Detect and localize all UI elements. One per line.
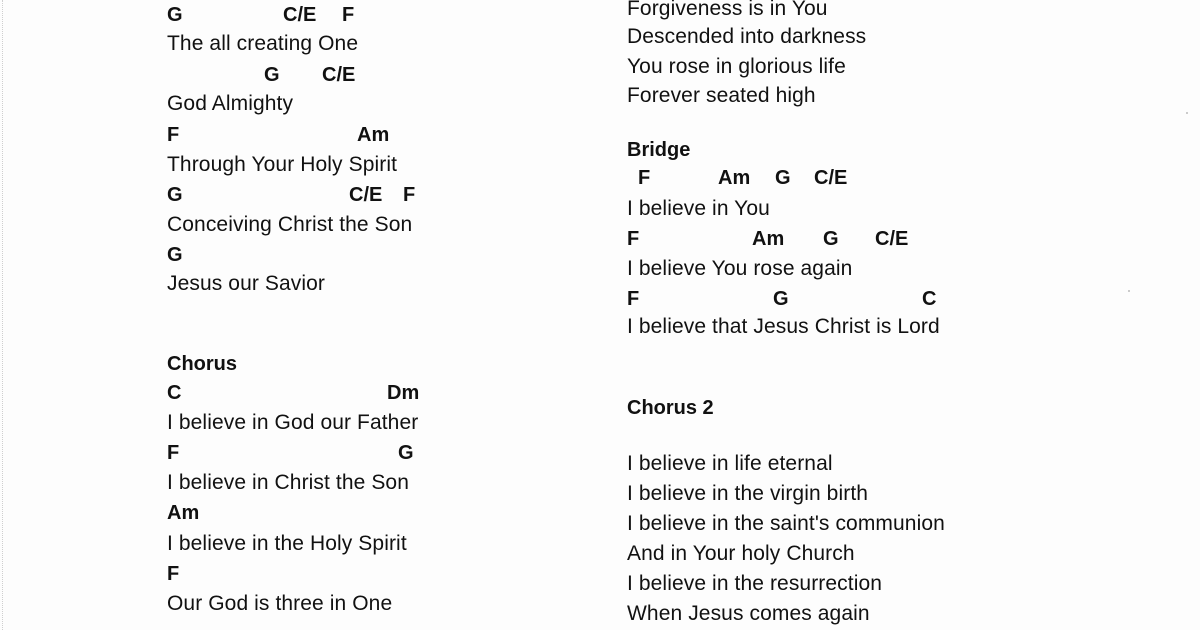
chord: C — [167, 382, 182, 404]
lyric-line: Forgiveness is in You — [627, 0, 828, 20]
lyric-line: I believe in God our Father — [167, 411, 419, 434]
lyric-line: Conceiving Christ the Son — [167, 213, 413, 236]
lyric-line: And in Your holy Church — [627, 542, 855, 565]
chord: C/E — [814, 167, 848, 189]
chord: F — [167, 563, 180, 585]
scan-speck — [1128, 290, 1130, 292]
lyric-line: I believe in You — [627, 197, 770, 220]
chord: C/E — [875, 228, 909, 250]
lyric-line: You rose in glorious life — [627, 55, 846, 78]
section-heading: Chorus 2 — [627, 397, 714, 419]
lyric-line: I believe You rose again — [627, 257, 853, 280]
lyric-line: When Jesus comes again — [627, 602, 870, 625]
scan-edge — [2, 0, 3, 630]
lyric-line: I believe in the saint's communion — [627, 512, 945, 535]
chord: Am — [752, 228, 785, 250]
section-heading: Bridge — [627, 139, 691, 161]
chord: Dm — [387, 382, 420, 404]
chord: Am — [167, 502, 200, 524]
chord: C/E — [349, 184, 383, 206]
chord: C/E — [322, 64, 356, 86]
lyric-line: I believe in the resurrection — [627, 572, 883, 595]
chord: G — [398, 442, 414, 464]
lyric-line: God Almighty — [167, 92, 294, 115]
lyric-line: I believe that Jesus Christ is Lord — [627, 315, 940, 338]
chord: Am — [718, 167, 751, 189]
chord: G — [167, 184, 183, 206]
lyric-line: Our God is three in One — [167, 592, 393, 615]
chord: C/E — [283, 4, 317, 26]
chord: G — [167, 244, 183, 266]
chord: F — [627, 288, 640, 310]
chord: F — [627, 228, 640, 250]
chord: Am — [357, 124, 390, 146]
lyric-line: Descended into darkness — [627, 25, 867, 48]
lyric-line: The all creating One — [167, 32, 359, 55]
chord: F — [167, 442, 180, 464]
chord: G — [823, 228, 839, 250]
lyric-line: Through Your Holy Spirit — [167, 153, 398, 176]
chord: G — [775, 167, 791, 189]
lyric-line: I believe in Christ the Son — [167, 471, 409, 494]
chord: G — [264, 64, 280, 86]
chord: F — [638, 167, 651, 189]
lyric-line: I believe in life eternal — [627, 452, 833, 475]
section-heading: Chorus — [167, 353, 237, 375]
lyric-line: Forever seated high — [627, 84, 816, 107]
chord: G — [773, 288, 789, 310]
chord: F — [167, 124, 180, 146]
lyric-line: Jesus our Savior — [167, 272, 326, 295]
lyric-line: I believe in the Holy Spirit — [167, 532, 407, 555]
chord: F — [403, 184, 416, 206]
chord: F — [342, 4, 355, 26]
chord: C — [922, 288, 937, 310]
lyric-line: I believe in the virgin birth — [627, 482, 869, 505]
chord: G — [167, 4, 183, 26]
scan-speck — [1186, 112, 1188, 114]
